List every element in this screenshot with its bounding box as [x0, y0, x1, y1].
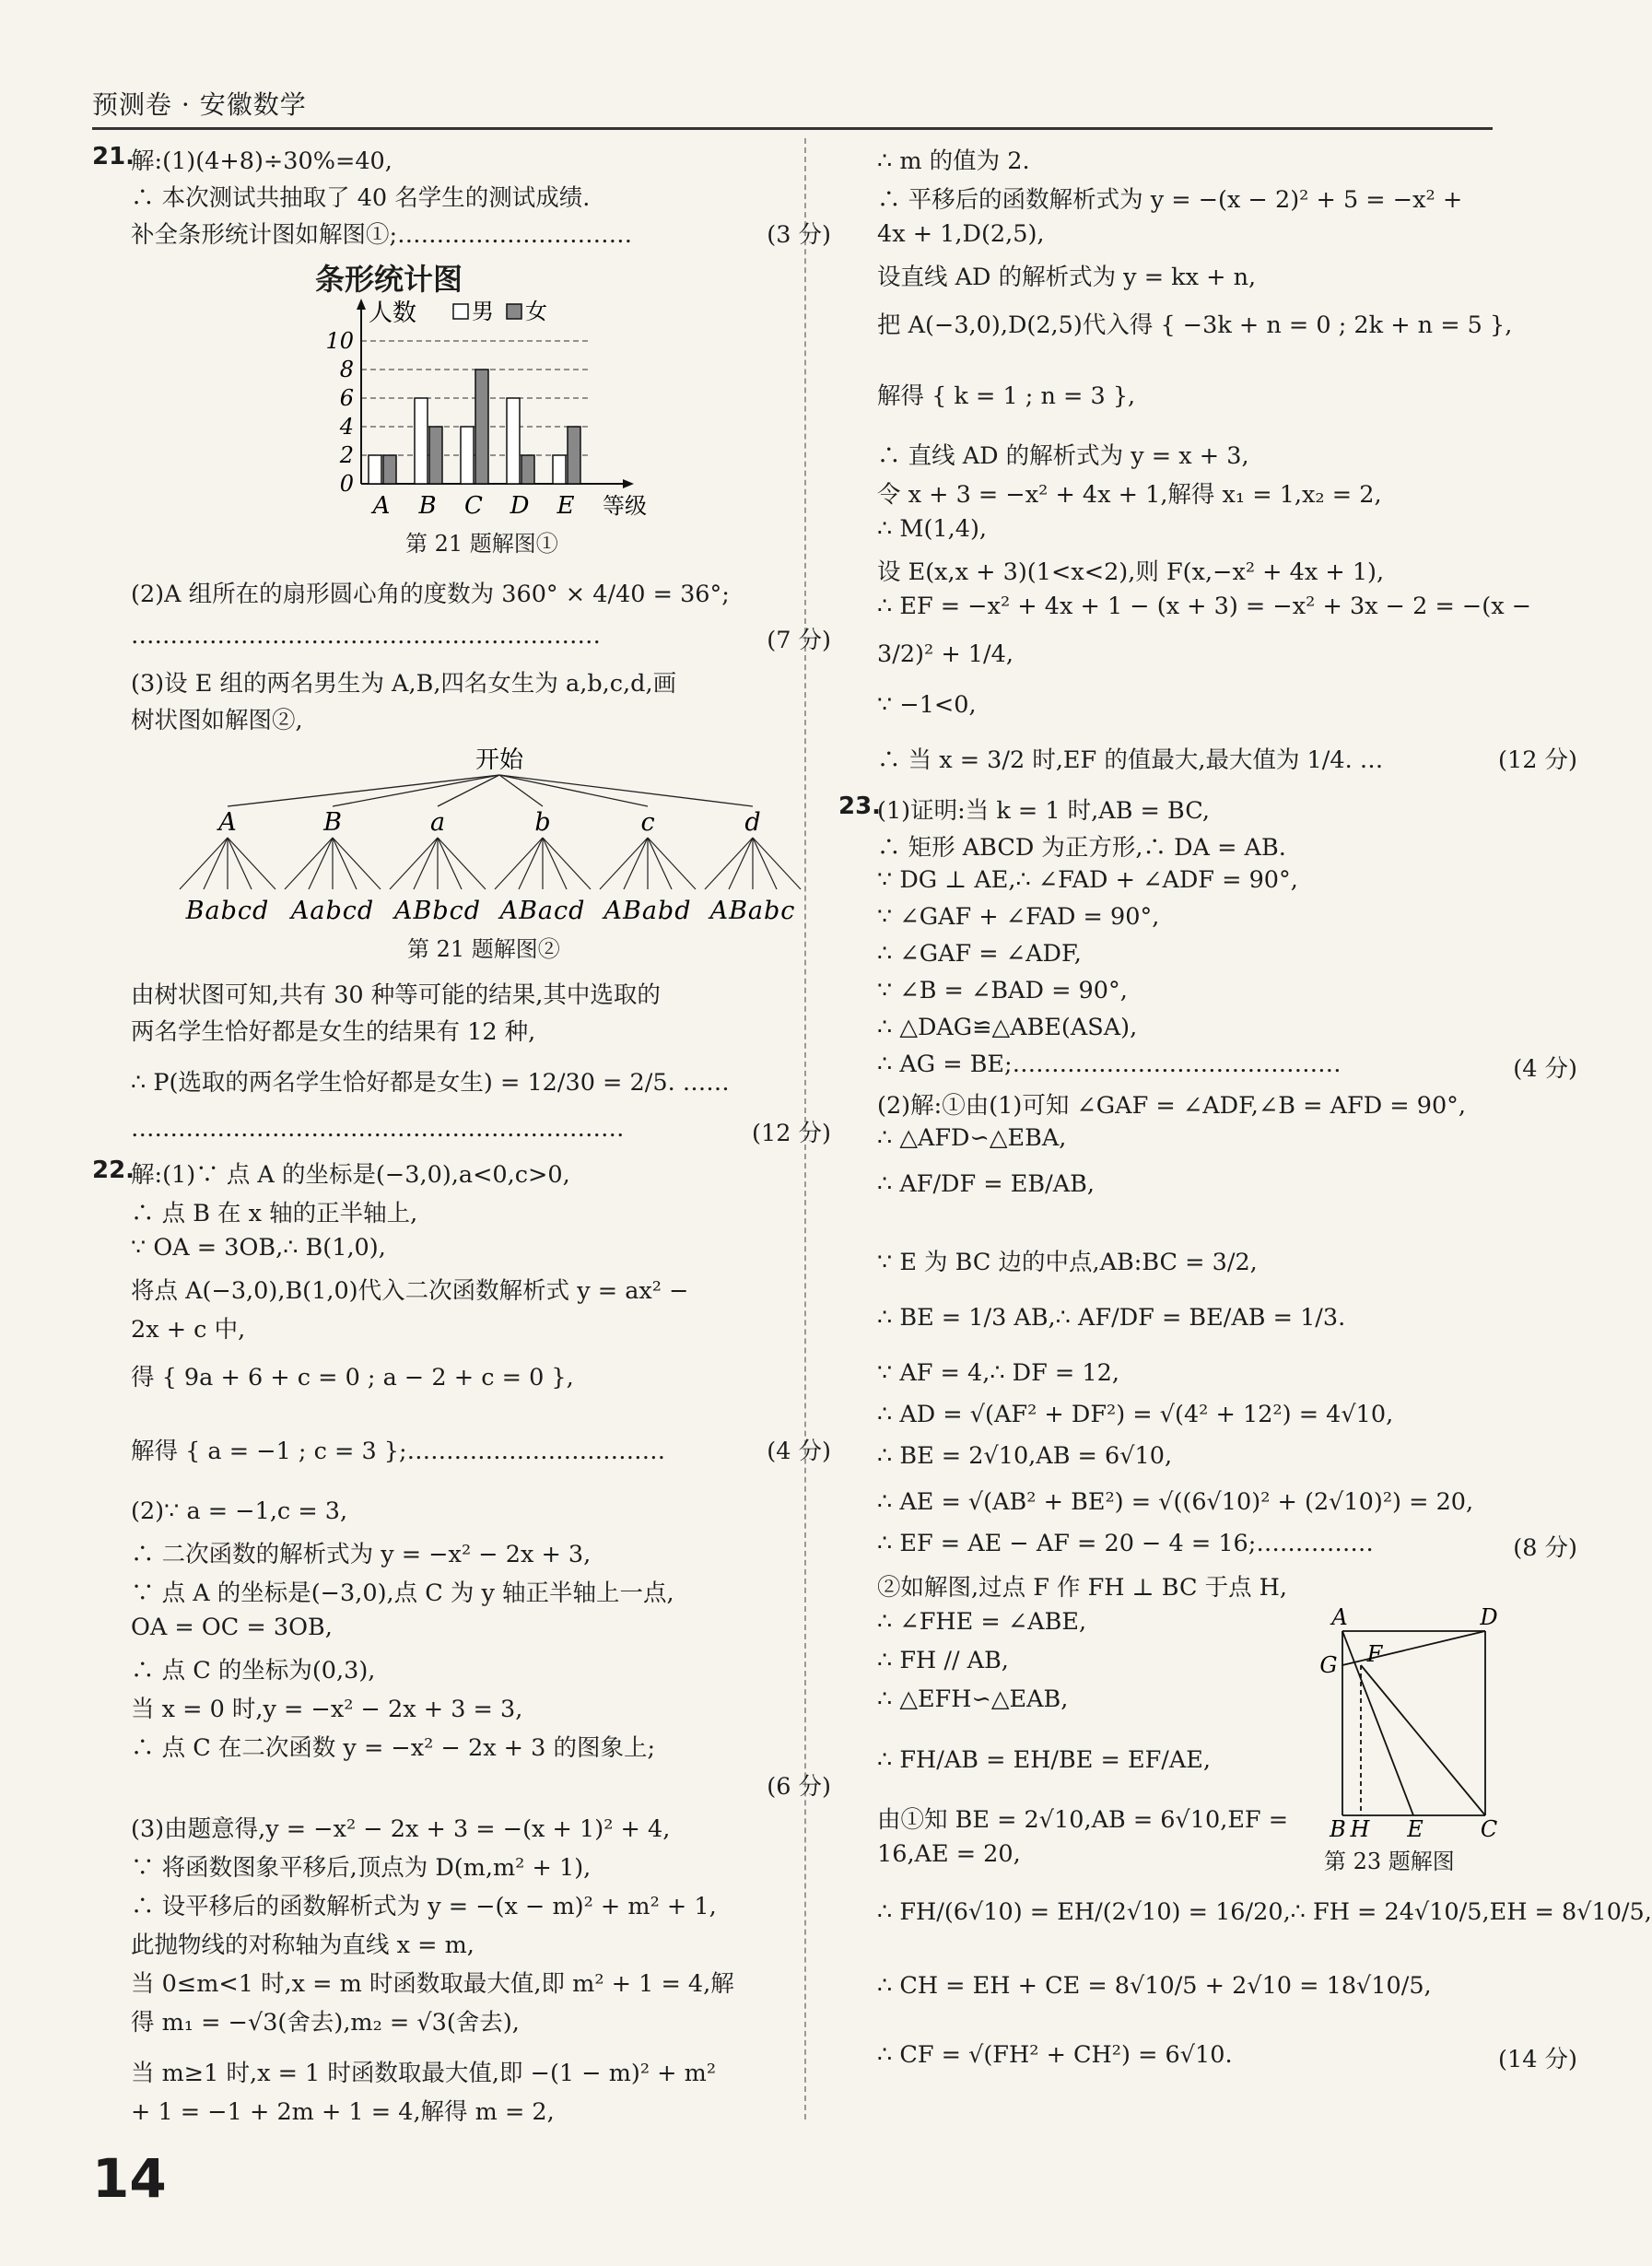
q22-cont-line: ∴ 平移后的函数解析式为 y = −(x − 2)² + 5 = −x² + — [877, 186, 1463, 214]
q22-line: ∴ 设平移后的函数解析式为 y = −(x − m)² + m² + 1, — [131, 1893, 717, 1920]
label-F: F — [1366, 1641, 1383, 1667]
geometry-figure — [1319, 1604, 1504, 1842]
label-G: G — [1319, 1652, 1338, 1678]
q22-cont-line: 3/2)² + 1/4, — [877, 640, 1013, 668]
q23-line: ∵ DG ⊥ AE,∴ ∠FAD + ∠ADF = 90°, — [877, 866, 1298, 894]
q22-cont-line: 设 E(x,x + 3)(1<x<2),则 F(x,−x² + 4x + 1), — [877, 558, 1385, 586]
q23-line: ∴ 矩形 ABCD 为正方形,∴ DA = AB. — [877, 834, 1286, 862]
tree-leaf-branch — [648, 838, 672, 889]
y-axis-label: 人数 — [369, 299, 417, 327]
tree-leaf-branch — [309, 838, 333, 889]
tree-leaf-branch — [285, 838, 333, 889]
q22-line: ∴ 点 B 在 x 轴的正半轴上, — [131, 1200, 418, 1227]
q22-line: 当 0≤m<1 时,x = m 时函数取最大值,即 m² + 1 = 4,解 — [131, 1970, 734, 1998]
tree-branch — [333, 775, 499, 806]
tree-leaves: ABbcd — [393, 897, 482, 925]
q21-line: 补全条形统计图如解图①;………………………… — [131, 221, 633, 249]
tree-node: a — [429, 808, 446, 837]
q23-line: ∴ ∠GAF = ∠ADF, — [877, 940, 1082, 968]
q22-line: 解得 { a = −1 ; c = 3 };…………………………… — [131, 1438, 666, 1465]
tree-leaf-branch — [705, 838, 753, 889]
tree-leaf-branch — [228, 838, 252, 889]
q22-line: ∴ 点 C 的坐标为(0,3), — [131, 1657, 376, 1685]
q23-line: ∴ △AFD∽△EBA, — [877, 1124, 1067, 1152]
label-C: C — [1480, 1816, 1498, 1842]
y-tick-label: 8 — [339, 357, 354, 382]
q22-line: 将点 A(−3,0),B(1,0)代入二次函数解析式 y = ax² − — [131, 1277, 689, 1305]
tree-leaf-branch — [600, 838, 648, 889]
legend-swatch-female — [507, 304, 521, 319]
x-tick-label: A — [372, 492, 391, 520]
q23-line: ∴ EF = AE − AF = 20 − 4 = 16;…………… — [877, 1530, 1374, 1557]
q22-cont-line: ∴ 直线 AD 的解析式为 y = x + 3, — [877, 442, 1249, 470]
tree-leaf-branch — [414, 838, 438, 889]
q22-line: 得 m₁ = −√3(舍去),m₂ = √3(舍去), — [131, 2009, 520, 2037]
q23-line: ∴ ∠FHE = ∠ABE, — [877, 1608, 1087, 1636]
q23-line: ∵ ∠GAF + ∠FAD = 90°, — [877, 903, 1160, 931]
q22-line: 解:(1)∵ 点 A 的坐标是(−3,0),a<0,c>0, — [131, 1161, 570, 1189]
tree-branch — [228, 775, 499, 806]
score-mark: (7 分) — [767, 627, 831, 654]
score-mark: (8 分) — [1513, 1534, 1577, 1562]
score-mark: (6 分) — [767, 1773, 831, 1801]
q22-line: 当 x = 0 时,y = −x² − 2x + 3 = 3, — [131, 1696, 523, 1723]
tree-leaf-branch — [543, 838, 567, 889]
tree-leaves: ABacd — [499, 897, 586, 925]
q23-line: 16,AE = 20, — [877, 1840, 1021, 1868]
q22-line: ∵ 将函数图象平移后,顶点为 D(m,m² + 1), — [131, 1854, 592, 1882]
q21-part4: ∴ P(选取的两名学生恰好都是女生) = 12/30 = 2/5. …… — [131, 1069, 730, 1097]
q23-line: ∴ AF/DF = EB/AB, — [877, 1170, 1095, 1198]
bar-女-C — [475, 370, 488, 484]
q22-cont-line: ∵ −1<0, — [877, 691, 977, 719]
q23-line: ∴ CF = √(FH² + CH²) = 6√10. — [877, 2041, 1233, 2069]
label-B: B — [1330, 1816, 1346, 1842]
x-tick-label: D — [510, 492, 530, 520]
score-mark: (12 分) — [1498, 746, 1577, 774]
q23-line: 由①知 BE = 2√10,AB = 6√10,EF = — [877, 1806, 1289, 1834]
q22-line: ∴ 二次函数的解析式为 y = −x² − 2x + 3, — [131, 1541, 592, 1568]
q23-line: ∴ FH/AB = EH/BE = EF/AE, — [877, 1746, 1211, 1774]
q22-cont-line: 把 A(−3,0),D(2,5)代入得 { −3k + n = 0 ; 2k + n = 5 }, — [877, 311, 1513, 339]
score-mark: (14 分) — [1498, 2046, 1577, 2073]
tree-diagram — [131, 742, 796, 926]
chart-title: 条形统计图 — [315, 262, 463, 297]
y-tick-label: 2 — [339, 442, 354, 468]
page-number: 14 — [92, 2147, 167, 2210]
q23-line: ∴ BE = 2√10,AB = 6√10, — [877, 1442, 1173, 1470]
chart-caption: 第 21 题解图① — [405, 531, 558, 557]
question-number-21: 21. — [92, 143, 135, 170]
tree-leaf-branch — [519, 838, 543, 889]
y-axis-arrow — [357, 299, 366, 310]
tree-leaf-branch — [753, 838, 777, 889]
q23-line: ∴ FH/(6√10) = EH/(2√10) = 16/20,∴ FH = 24√10/5,EH = 8√10/5, — [877, 1898, 1652, 1926]
q22-line: (3)由题意得,y = −x² − 2x + 3 = −(x + 1)² + 4, — [131, 1815, 671, 1843]
q23-line: ∴ AD = √(AF² + DF²) = √(4² + 12²) = 4√10, — [877, 1401, 1394, 1428]
tree-leaf-branch — [333, 838, 381, 889]
x-axis-arrow — [623, 479, 634, 488]
q21-part3: 树状图如解图②, — [131, 707, 303, 734]
q23-line: ②如解图,过点 F 作 FH ⊥ BC 于点 H, — [877, 1574, 1288, 1602]
tree-leaf-branch — [180, 838, 228, 889]
q21-part3: (3)设 E 组的两名男生为 A,B,四名女生为 a,b,c,d,画 — [131, 670, 677, 698]
q23-line: ∴ △DAG≌△ABE(ASA), — [877, 1014, 1138, 1041]
legend-swatch-male — [453, 304, 468, 319]
tree-leaves: Babcd — [185, 897, 270, 925]
score-mark: (4 分) — [1513, 1055, 1577, 1083]
tree-leaf-branch — [438, 838, 486, 889]
tree-leaf-branch — [228, 838, 275, 889]
q21-part4: 由树状图可知,共有 30 种等可能的结果,其中选取的 — [131, 981, 661, 1009]
question-number-22: 22. — [92, 1156, 135, 1184]
bar-男-A — [369, 455, 381, 484]
q22-line: ∵ 点 A 的坐标是(−3,0),点 C 为 y 轴正半轴上一点, — [131, 1579, 674, 1607]
tree-leaf-branch — [333, 838, 357, 889]
q21-dots: …………………………………………………… — [131, 622, 601, 650]
q22-line: OA = OC = 3OB, — [131, 1614, 333, 1641]
score-mark: (4 分) — [767, 1438, 831, 1465]
q22-line: 当 m≥1 时,x = 1 时函数取最大值,即 −(1 − m)² + m² — [131, 2060, 717, 2087]
q22-cont-line: ∴ m 的值为 2. — [877, 147, 1030, 175]
q23-line: ∴ CH = EH + CE = 8√10/5 + 2√10 = 18√10/5, — [877, 1972, 1432, 2000]
q23-line: (2)解:①由(1)可知 ∠GAF = ∠ADF,∠B = AFD = 90°, — [877, 1092, 1467, 1120]
bar-男-B — [415, 398, 428, 484]
q23-line: ∵ AF = 4,∴ DF = 12, — [877, 1359, 1119, 1387]
tree-leaf-branch — [648, 838, 696, 889]
q21-line: 解:(1)(4+8)÷30%=40, — [131, 147, 392, 175]
question-number-23: 23. — [838, 793, 882, 820]
bar-女-B — [429, 427, 442, 484]
q23-line: ∴ FH // AB, — [877, 1647, 1009, 1674]
label-A: A — [1331, 1604, 1348, 1630]
x-tick-label: B — [418, 492, 437, 520]
tree-leaf-branch — [204, 838, 228, 889]
figure-caption: 第 23 题解图 — [1324, 1849, 1455, 1874]
tree-leaf-branch — [543, 838, 591, 889]
q21-part2: (2)A 组所在的扇形圆心角的度数为 360° × 4/40 = 36°; — [131, 581, 730, 608]
q22-line: ∴ 点 C 在二次函数 y = −x² − 2x + 3 的图象上; — [131, 1734, 656, 1762]
q22-line: 得 { 9a + 6 + c = 0 ; a − 2 + c = 0 }, — [131, 1364, 574, 1391]
q22-cont-line: ∴ M(1,4), — [877, 515, 987, 543]
x-tick-label: E — [557, 492, 575, 520]
tree-leaf-branch — [624, 838, 648, 889]
label-E: E — [1407, 1816, 1424, 1842]
q21-dots: ……………………………………………………… — [131, 1115, 625, 1143]
bar-女-A — [383, 455, 396, 484]
q23-line: (1)证明:当 k = 1 时,AB = BC, — [877, 797, 1210, 825]
q22-line: 2x + c 中, — [131, 1316, 246, 1344]
tree-leaf-branch — [390, 838, 438, 889]
q21-line: ∴ 本次测试共抽取了 40 名学生的测试成绩. — [131, 184, 591, 212]
q22-cont-line: ∴ 当 x = 3/2 时,EF 的值最大,最大值为 1/4. … — [877, 746, 1384, 774]
x-axis-label: 等级 — [603, 493, 647, 519]
segment-DG — [1342, 1631, 1485, 1665]
tree-leaf-branch — [495, 838, 543, 889]
tree-node: c — [640, 808, 655, 837]
x-tick-label: C — [464, 492, 483, 520]
q22-line: ∵ OA = 3OB,∴ B(1,0), — [131, 1234, 386, 1262]
legend-label-female: 女 — [525, 299, 547, 324]
q23-line: ∴ △EFH∽△EAB, — [877, 1685, 1069, 1713]
q23-line: ∴ AG = BE;…………………………………… — [877, 1051, 1342, 1078]
tree-node: B — [323, 808, 342, 837]
tree-leaves: ABabc — [709, 897, 796, 925]
y-tick-label: 6 — [339, 385, 354, 411]
legend-label-male: 男 — [472, 299, 494, 324]
y-tick-label: 0 — [339, 471, 354, 497]
q22-cont-line: 令 x + 3 = −x² + 4x + 1,解得 x₁ = 1,x₂ = 2, — [877, 481, 1382, 509]
label-H: H — [1350, 1816, 1370, 1842]
score-mark: (12 分) — [752, 1120, 831, 1147]
bar-女-D — [521, 455, 534, 484]
header-rule — [92, 127, 1493, 130]
tree-node: d — [744, 808, 761, 837]
tree-caption: 第 21 题解图② — [407, 936, 560, 962]
q23-line: ∴ AE = √(AB² + BE²) = √((6√10)² + (2√10)²) = 20, — [877, 1488, 1474, 1516]
segment-FC — [1361, 1665, 1485, 1815]
tree-node: b — [534, 808, 551, 837]
tree-leaves: Aabcd — [290, 897, 375, 925]
bar-女-E — [568, 427, 580, 484]
tree-leaf-branch — [753, 838, 801, 889]
q22-line: (2)∵ a = −1,c = 3, — [131, 1497, 348, 1525]
q23-line: ∵ ∠B = ∠BAD = 90°, — [877, 977, 1128, 1004]
header-title: 预测卷 · 安徽数学 — [92, 89, 307, 120]
tree-branch — [438, 775, 499, 806]
bar-男-E — [553, 455, 566, 484]
q22-cont-line: 解得 { k = 1 ; n = 3 }, — [877, 382, 1136, 410]
y-tick-label: 10 — [325, 328, 354, 354]
q21-part4: 两名学生恰好都是女生的结果有 12 种, — [131, 1018, 536, 1046]
q22-cont-line: 设直线 AD 的解析式为 y = kx + n, — [877, 264, 1257, 291]
q22-line: + 1 = −1 + 2m + 1 = 4,解得 m = 2, — [131, 2098, 555, 2126]
tree-node: A — [218, 808, 237, 837]
q22-line: 此抛物线的对称轴为直线 x = m, — [131, 1931, 475, 1959]
label-D: D — [1480, 1604, 1498, 1630]
q23-line: ∴ BE = 1/3 AB,∴ AF/DF = BE/AB = 1/3. — [877, 1304, 1346, 1332]
tree-leaves: ABabd — [603, 897, 692, 925]
q22-cont-line: ∴ EF = −x² + 4x + 1 − (x + 3) = −x² + 3x − 2 = −(x − — [877, 593, 1532, 620]
tree-leaf-branch — [729, 838, 753, 889]
bar-男-C — [461, 427, 474, 484]
bar-男-D — [507, 398, 520, 484]
bar-chart — [306, 295, 693, 521]
tree-leaf-branch — [438, 838, 462, 889]
y-tick-label: 4 — [339, 414, 354, 440]
q23-line: ∵ E 为 BC 边的中点,AB:BC = 3/2, — [877, 1249, 1258, 1276]
tree-root: 开始 — [475, 746, 524, 774]
q22-cont-line: 4x + 1,D(2,5), — [877, 220, 1045, 248]
score-mark: (3 分) — [767, 221, 831, 249]
